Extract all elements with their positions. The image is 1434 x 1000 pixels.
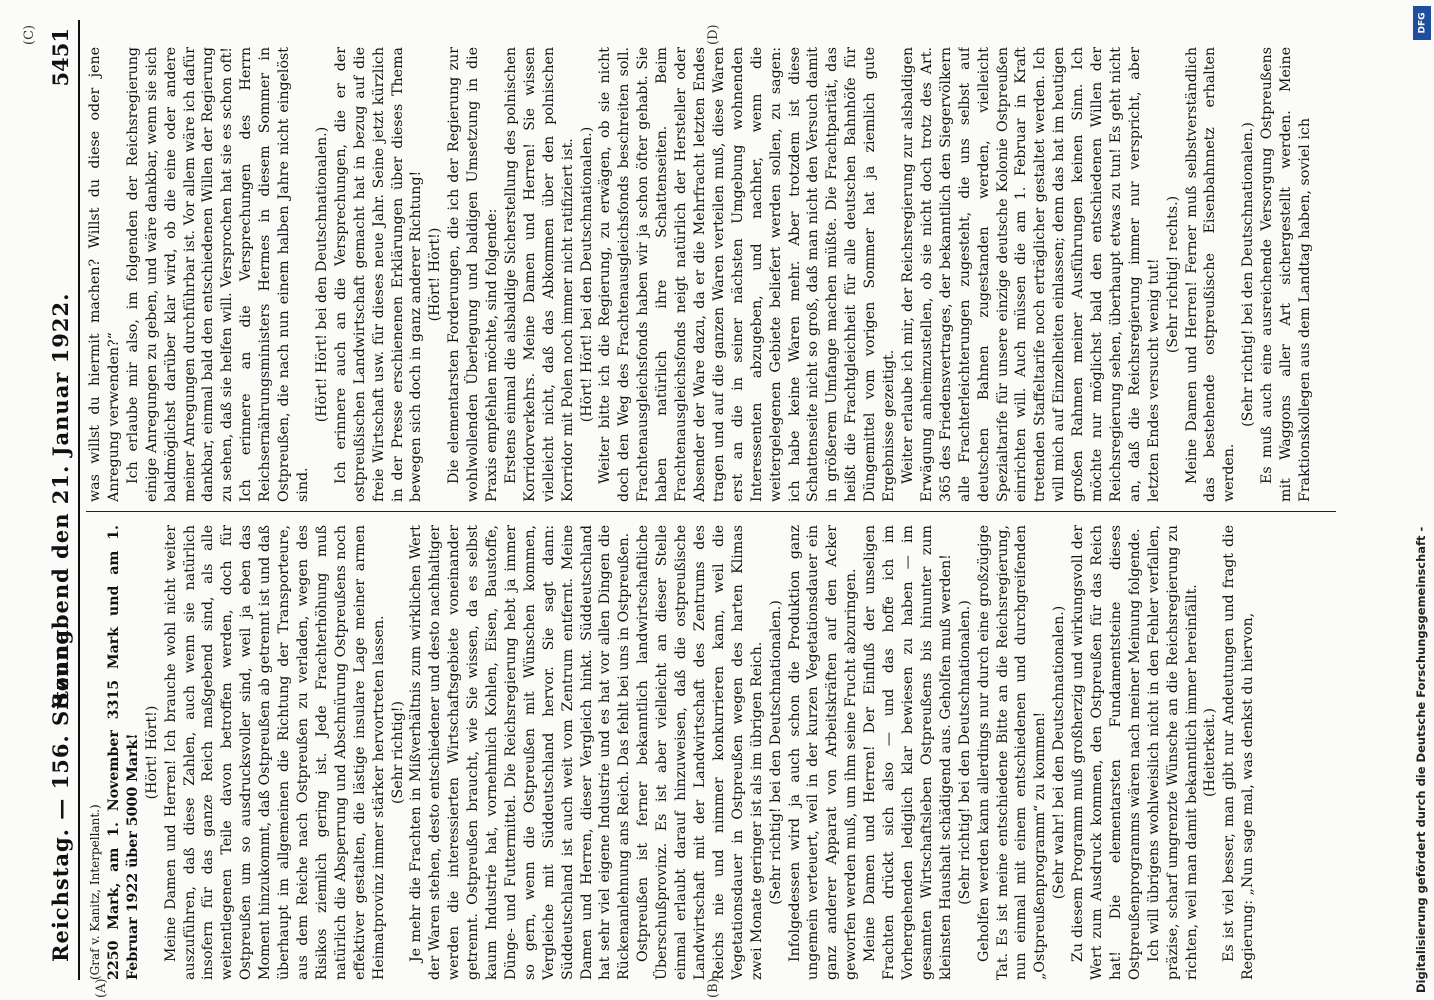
interjection: (Hört! Hört! bei den Deutschnationalen.) [313, 126, 330, 423]
paragraph: Es ist viel besser, man gibt nur Andeutungen und fragt die Regierung: „Nun sage mal, was denkst du hiervon, [1221, 525, 1257, 980]
paragraph: Zu diesem Programm muß großherzig und wirkungsvoll der Wert zum Ausdruck kommen, den Ostpreußen für das Reich hat! Die elementarsten Fundamentsteine dieses Ostpreußenprogramms wären nach meiner Meinung folgende. [1070, 525, 1143, 980]
page-header [44, 20, 80, 980]
paragraph: Meine Damen und Herren! Ferner muß selbstverständlich das bestehende ostpreußische Eisenbahnnetz erhalten werden. [1183, 47, 1238, 502]
paragraph: Geholfen werden kann allerdings nur durch eine großzügige Tat. Es ist meine entschiedene Bitte an die Reichsregierung, nun einmal mit einem entschiedenen und durchgreifenden „Ostpreußenprogramm“ zu kommen! [975, 525, 1049, 980]
interjection: (Hört! Hört!) [427, 227, 444, 322]
right-column [86, 47, 1336, 502]
paragraph: Weiter bitte ich die Regierung, zu erwägen, ob sie nicht doch den Weg des Frachtenausgleichsfonds beschreiten soll. Frachtenausgleichsfonds haben wir ja schon öfter gehabt. Sie haben natürlich ihre Schattenseiten. Beim Frachtenausgleichsfonds neigt natürlich der Hersteller oder Absender der Ware dazu, da er die Mehrfracht letzten Endes tragen und auf die ganzen Waren verteilen muß, diese Waren erst an die in seiner nächsten Umgebung wohnenden Interessenten abzugeben, und nachher, wenn die weitergelegenen Gebiete beliefert werden sollen, zu sagen: ich habe keine Waren mehr. Aber trotzdem ist diese Schattenseite nicht so groß, daß man nicht den Versuch damit in größerem Umfange machen müßte. Die Frachtparität, das heißt die Frachtgleichheit für alle deutschen Bahnhöfe für Düngemittel vom vorigen Sommer hat ja ziemlich gute Ergebnisse gezeitigt. [597, 47, 898, 502]
margin-letter-a: (A) [94, 978, 109, 998]
paragraph: Infolgedessen wird ja auch schon die Produktion ganz ungemein verteuert, weil in der kurzen Vegetationsdauer ein ganz anderer Apparat von Arbeitskräften auf den Acker geworfen werden muß, um ihm seine Frucht abzuringen. [786, 525, 860, 980]
paragraph: Ich erinnere auch an die Versprechungen, die er der ostpreußischen Landwirtschaft gemacht hat in bezug auf die freie Wirtschaft usw. für dieses neue Jahr. Seine jetzt kürzlich in der Presse erschienenen Erklärungen über dieses Thema bewegen sich doch in ganz anderer Richtung! [332, 47, 425, 502]
interjection: (Sehr richtig! bei den Deutschnationalen.) [1240, 122, 1257, 427]
interjection: (Sehr richtig! bei den Deutschnationalen.) [956, 600, 973, 905]
paragraph: Je mehr die Frachten in Mißverhältnis zum wirklichen Wert der Waren stehen, desto entschiedener und desto nachhaltiger werden die interessierten Wirtschaftsgebiete voneinander getrennt. Ostpreußen braucht, wie Sie wissen, da es selbst kaum Industrie hat, vornehmlich Kohlen, Eisen, Baustoffe, Dünge- und Futtermittel. Die Reichsregierung hebt ja immer so gern, wenn die Ostpreußen mit Wünschen kommen, Vergleiche mit Süddeutschland hervor. Sie sagt dann: Süddeutschland ist auch weit vom Zentrum entfernt. Meine Damen und Herren, dieser Vergleich hinkt. Süddeutschland hat sehr viel eigene Industrie und es hat vor allen Dingen die Rückenanlehnung ans Reich. Das fehlt bei uns in Ostpreußen. [408, 525, 633, 980]
margin-letter-d: (D) [706, 24, 721, 45]
interjection: (Heiterkeit.) [1202, 708, 1219, 797]
paragraph: Es muß auch eine ausreichende Versorgung Ostpreußens mit Waggons aller Art sichergestellt werden. Meine Fraktionskollegen aus dem Landtag haben, soviel ich [1259, 47, 1313, 502]
paragraph: Weiter erlaube ich mir, der Reichsregierung zur alsbaldigen Erwägung anheimzustellen, ob sie nicht doch trotz des Art. 365 des Friedensvertrages, der bekanntlich den Siegervölkern alle Frachterleichterungen zugesteht, die uns selbst auf deutschen Bahnen zugestanden werden, vielleicht Spezialtarife für unsere einzige deutsche Kolonie Ostpreußen einrichten will. Auch müssen die am 1. Februar in Kraft tretenden Staffeltarife noch erträglicher gestaltet werden. Ich will mich auf Einzelheiten einlassen; denn das hat im heutigen großen Rahmen meiner Ausführungen keinen Sinn. Ich möchte nur möglichst bald den entschiedenen Willen der Reichsregierung sehen, überhaupt etwas zu tun! Es geht nicht an, daß die Reichsregierung immer nur verspricht, aber letzten Endes versucht wenig tut! [899, 47, 1162, 502]
paragraph: Meine Damen und Herren! Ich brauche wohl nicht weiter auszuführen, daß diese Zahlen, auch wenn sie natürlich insofern für das ganze Reich maßgebend sind, als alle weitentlegenen Teile davon betroffen werden, doch für Ostpreußen um so ausdrucksvoller sind, weil ja eben das Moment hinzukommt, daß Ostpreußen ab getrennt ist und daß überhaupt im allgemeinen die Richtung der Transporteure, aus dem Reiche nach Ostpreußen zu verladen, wegen des Risikos ziemlich gering ist. Jede Frachterhöhung muß natürlich die Absperrung und Abschnürung Ostpreußens noch effektiver gestalten, die lästige insulare Lage meiner armen Heimatprovinz immer stärker hervortreten lassen. [162, 525, 387, 980]
paragraph: Ich will übrigens wohlweislich nicht in den Fehler verfallen, präzise, scharf umgrenzte Wünsche an die Reichsregierung zu richten, weil man damit bekanntlich immer hereinfällt. [1145, 525, 1200, 980]
paragraph: Ostpreußen ist ferner bekanntlich landwirtschaftliche Überschußprovinz. Es ist aber vielleicht an dieser Stelle einmal erlaubt darauf hinzuweisen, daß die ostpreußische Landwirtschaft mit der Landwirtschaft des Zentrums des Reichs nie und nimmer konkurrieren kann, weil die Vegetationsdauer in Ostpreußen wegen des harten Klimas zwei Monate geringer ist als im übrigen Reich. [635, 525, 765, 980]
interjection: (Sehr richtig! rechts.) [1164, 195, 1181, 354]
header-session: Reichstag. — 156. Sitzung. [48, 620, 73, 962]
margin-letter-c: (C) [22, 24, 37, 45]
interjection: (Sehr richtig! bei den Deutschnationalen.) [767, 600, 784, 905]
left-column [86, 525, 1336, 980]
digitization-credit: Digitalisierung gefördert durch die Deutsche Forschungsgemeinschaft - [1414, 526, 1428, 993]
column-divider [86, 511, 1336, 512]
paragraph: was willst du hiermit machen? Willst du diese oder jene Anregung verwenden?“ [87, 47, 122, 502]
interjection: (Hört! Hört! bei den Deutschnationalen.) [578, 126, 595, 423]
emphasized-figures: 2250 Mark, am 1. November 3315 Mark und am 1. Februar 1922 über 5000 Mark! [105, 525, 141, 980]
dfg-logo: DFG [1413, 6, 1431, 40]
interjection: (Sehr richtig!) [389, 700, 406, 805]
paragraph: Ich erlaube mir also, im folgenden der Reichsregierung einige Anregungen zu geben, und wäre dankbar, wenn sie sich baldmöglichst darüber klar wird, ob die eine oder andere meiner Anregungen durchführbar ist. Vor allem wäre ich dafür dankbar, einmal bald den entschiedenen Willen der Regierung zu sehen, daß sie helfen will. Versprochen hat sie es schon oft! Ich erinnere an die Versprechungen des Herrn Reichsernährungsministers Hermes in diesem Sommer in Ostpreußen, die nach nun einem halben Jahre nicht eingelöst sind. [124, 47, 311, 502]
margin-letter-b: (B) [706, 978, 721, 998]
interjection: (Hört! Hört!) [143, 705, 160, 800]
paragraph: Erstens einmal die alsbaldige Sicherstellung des polnischen Korridorverkehrs. Meine Damen und Herren! Sie wissen vielleicht nicht, daß das Abkommen über den polnischen Korridor mit Polen noch immer nicht ratifiziert ist. [502, 47, 576, 502]
interjection: (Sehr wahr! bei den Deutschnationalen.) [1051, 605, 1068, 900]
paragraph: Meine Damen und Herren! Der Einfluß der unseligen Frachten drückt sich also — und das hoffe ich im Vorhergehenden lediglich klar bewiesen zu haben — im gesamten Wirtschaftsleben Ostpreußens bis hinunter zum kleinsten Haushalt schädigend aus. Geholfen muß werden! [862, 525, 954, 980]
header-date: Sonnabend den 21. Januar 1922. [48, 292, 73, 708]
paragraph: Die elementarsten Forderungen, die ich der Regierung zur wohlwollenden Überlegung und baldigen Umsetzung in die Praxis empfehlen möchte, sind folgende: [446, 47, 501, 502]
rotated-newspaper-page [16, 20, 1351, 998]
page-number: 5451 [48, 28, 73, 87]
speaker-note: (Graf v. Kanitz, Interpellant.) [88, 804, 102, 980]
